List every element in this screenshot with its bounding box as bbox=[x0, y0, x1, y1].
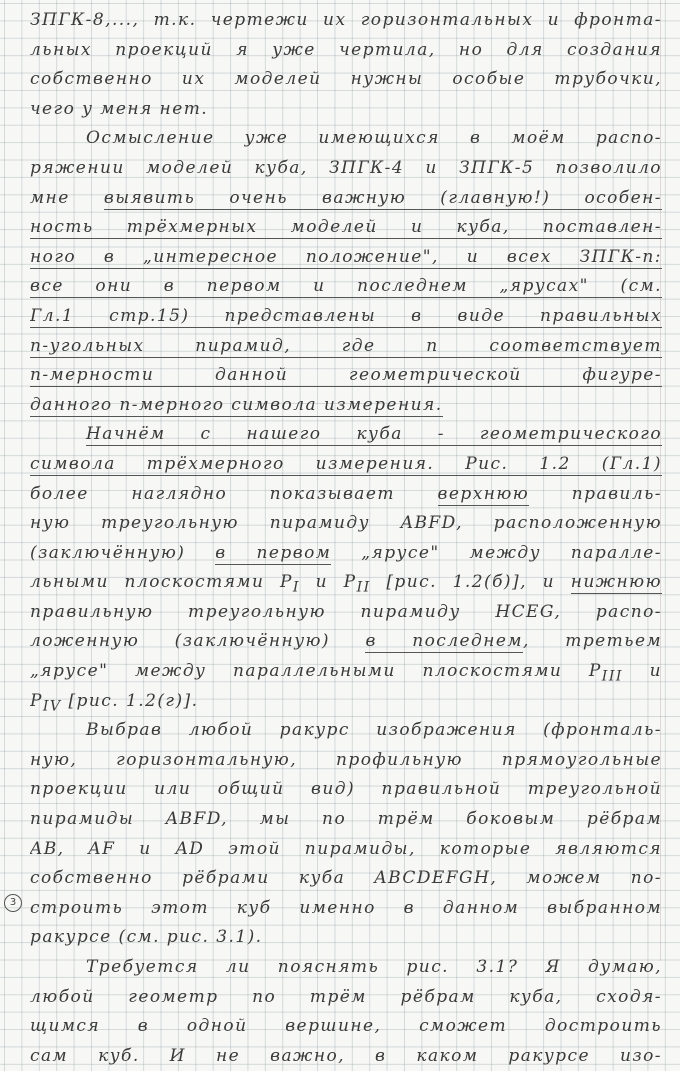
underlined-text: Начнём с нашего куба - геометрического bbox=[86, 424, 662, 445]
text-line bbox=[30, 243, 662, 273]
text-line bbox=[30, 332, 662, 362]
text-line: льных проекций я уже чертила, но для создания bbox=[30, 39, 662, 60]
text-line: пирамиды ABFD, мы по трём боковым рёбрам bbox=[30, 809, 662, 830]
text-line: ЗПГК-8,..., т.к. чертежи их горизонтальных и фронта- bbox=[30, 10, 662, 30]
text-line: правильную треугольную пирамиду HCEG, распо- bbox=[30, 601, 662, 622]
text-line: ракурсе (см. рис. 3.1). bbox=[30, 927, 263, 948]
handwritten-text bbox=[30, 6, 662, 1071]
text-line: ную треугольную пирамиду ABFD, расположенную bbox=[30, 513, 662, 534]
underlined-text: данного n-мерного символа измерения. bbox=[30, 394, 443, 415]
underlined-text: символа трёхмерного измерения. Рис. 1.2 (Гл.1) bbox=[30, 453, 662, 474]
page-number: 3 bbox=[4, 894, 22, 912]
text-line: AB, AF и AD этой пирамиды, которые являются bbox=[30, 838, 662, 859]
paragraph-4-start: Выбрав любой ракурс изображения (фронталь- bbox=[86, 720, 662, 741]
text-line: щимся в одной вершине, сможет достроить bbox=[30, 1016, 662, 1037]
text-line bbox=[30, 272, 662, 302]
text-line bbox=[30, 213, 662, 243]
text-line: $P_{IV}$ [рис. 1.2(г)]. bbox=[30, 690, 199, 715]
underlined-text: ного в „интересное положение", и всех ЗПГК-n: bbox=[30, 246, 662, 267]
text-line: льными плоскостями $P_I$ и $P_{II}$ [рис. 1.2(б)], и нижнюю bbox=[30, 572, 662, 596]
text-line: чего у меня нет. bbox=[30, 98, 209, 119]
underlined-text: Гл.1 стр.15) представлены в виде правильных bbox=[30, 305, 662, 326]
text-line: ряжении моделей куба, ЗПГК-4 и ЗПГК-5 позволило bbox=[30, 157, 662, 178]
text-line: „ярусе" между параллельными плоскостями $P_{III}$ и bbox=[30, 661, 662, 685]
text-line: любой геометр по трём рёбрам куба, сходя- bbox=[30, 986, 662, 1007]
text-line: собственно их моделей нужны особые трубочки, bbox=[30, 69, 662, 90]
text-line: более наглядно показывает верхнюю правиль- bbox=[30, 483, 662, 504]
paragraph-5-start: Требуется ли пояснять рис. 3.1? Я думаю, bbox=[86, 957, 662, 977]
underlined-text: все они в первом и последнем „ярусах" (см. bbox=[30, 276, 662, 297]
text-line bbox=[30, 450, 662, 480]
text-line bbox=[30, 361, 662, 391]
underlined-text: n-мерности данной геометрической фигуре- bbox=[30, 365, 662, 386]
text-line: мне выявить очень важную (главную!) особен- bbox=[30, 187, 662, 208]
text-line: строить этот куб именно в данном выбранном bbox=[30, 897, 662, 918]
text-line bbox=[30, 391, 662, 421]
text-line bbox=[30, 302, 662, 332]
text-line: проекции или общий вид) правильной треугольной bbox=[30, 779, 662, 800]
paragraph-2-start: Осмысление уже имеющихся в моём распо- bbox=[86, 128, 662, 149]
paragraph-3-start bbox=[30, 420, 662, 450]
underlined-text: нижнюю bbox=[570, 572, 662, 593]
underlined-text: ность трёхмерных моделей и куба, поставлен- bbox=[30, 217, 662, 238]
text-line: ную, горизонтальную, профильную прямоугольные bbox=[30, 749, 662, 770]
underlined-text: в последнем bbox=[365, 631, 523, 652]
underlined-text: верхнюю bbox=[437, 483, 530, 504]
underlined-text: в первом bbox=[215, 542, 332, 563]
text-line: ложенную (заключённую) в последнем, третьем bbox=[30, 631, 662, 652]
text-line: сам куб. И не важно, в каком ракурсе изо- bbox=[30, 1045, 662, 1066]
text-line: собственно рёбрами куба ABCDEFGH, можем по- bbox=[30, 868, 662, 889]
underlined-text: выявить очень важную (главную!) особен- bbox=[103, 187, 662, 208]
underlined-text: n-угольных пирамид, где n соответствует bbox=[30, 335, 662, 356]
text-line: (заключённую) в первом „ярусе" между паралле- bbox=[30, 542, 662, 563]
